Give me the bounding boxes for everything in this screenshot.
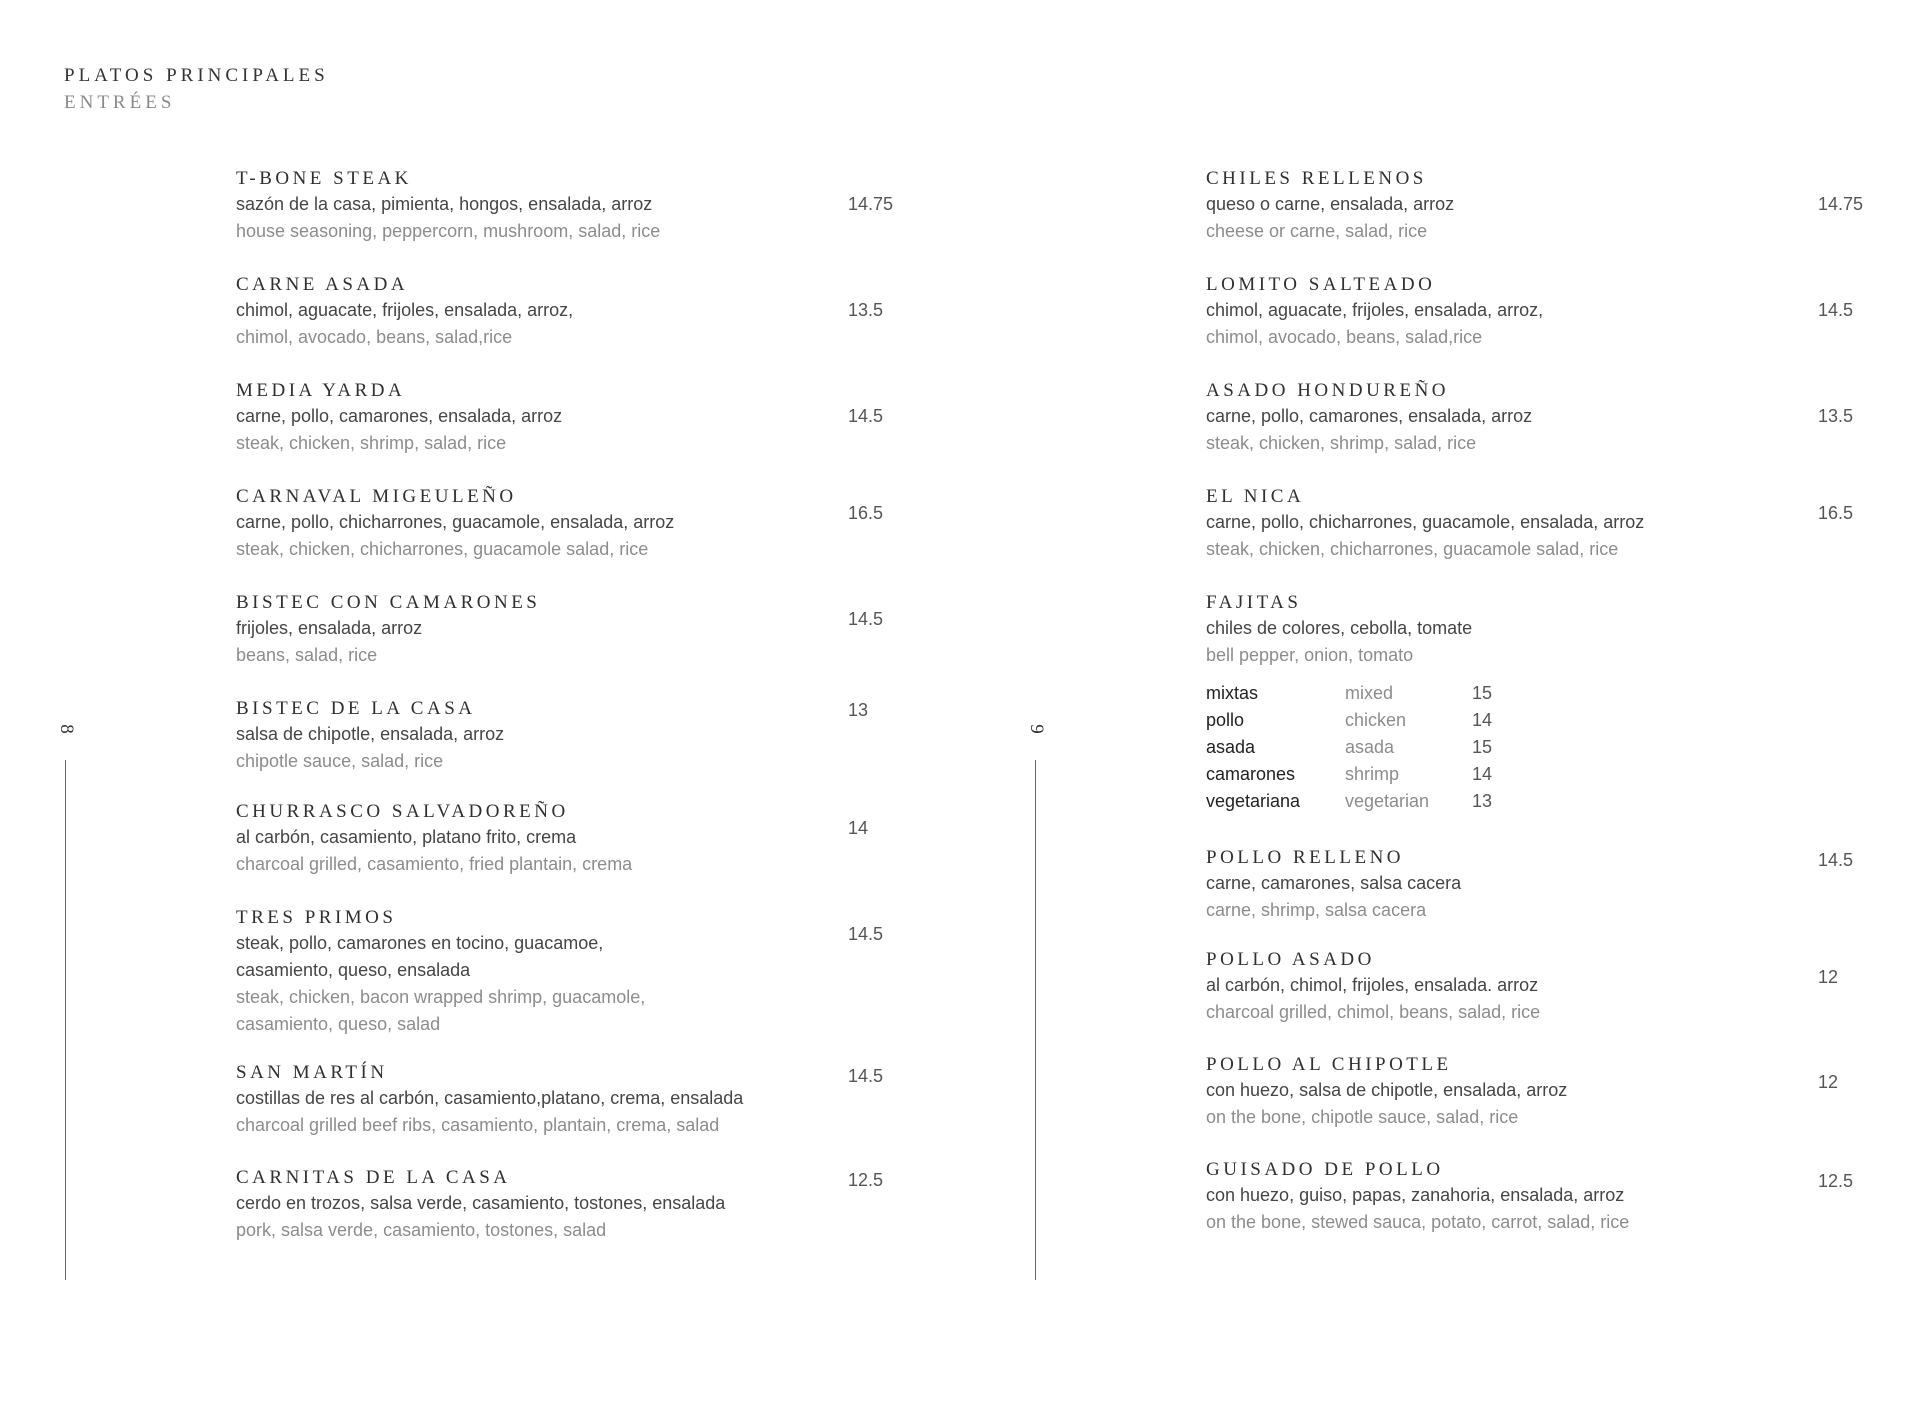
menu-item [1206, 846, 1461, 924]
menu-item [236, 1166, 725, 1244]
fajitas-option-row [1206, 734, 1492, 761]
dish-name: CHURRASCO SALVADOREÑO [236, 801, 569, 822]
menu-item [236, 800, 632, 878]
dish-name: CHILES RELLENOS [1206, 168, 1427, 189]
dish-description-es: salsa de chipotle, ensalada, arroz [236, 724, 505, 744]
option-price: 13 [1472, 791, 1493, 811]
dish-name: LOMITO SALTEADO [1206, 274, 1436, 295]
option-name-es: pollo [1206, 710, 1245, 730]
menu-item [236, 379, 562, 457]
dish-description-es: al carbón, casamiento, platano frito, crema [236, 827, 577, 847]
option-name-en: shrimp [1345, 764, 1400, 784]
option-price: 14 [1472, 710, 1493, 730]
dish-description-es: sazón de la casa, pimienta, hongos, ensalada, arroz [236, 194, 653, 214]
dish-price: 14.75 [848, 194, 894, 214]
right-vertical-rule [1035, 760, 1036, 1280]
option-price: 15 [1472, 737, 1493, 757]
option-name-en: mixed [1345, 683, 1394, 703]
dish-description-en: steak, chicken, chicharrones, guacamole salad, rice [236, 539, 649, 559]
dish-description-es-line2: casamiento, queso, ensalada [236, 960, 471, 980]
dish-name: POLLO RELLENO [1206, 847, 1405, 868]
dish-name: SAN MARTÍN [236, 1062, 388, 1083]
menu-item [1206, 1158, 1629, 1236]
page-number-right: 9 [1026, 724, 1047, 734]
fajitas-option-row [1206, 680, 1492, 707]
dish-description-es: carne, pollo, camarones, ensalada, arroz [236, 406, 563, 426]
dish-description-es: con huezo, salsa de chipotle, ensalada, arroz [1206, 1080, 1568, 1100]
fajitas-options-table [1206, 680, 1492, 815]
dish-name: ASADO HONDUREÑO [1206, 380, 1450, 401]
dish-name: TRES PRIMOS [236, 907, 397, 928]
option-price: 14 [1472, 764, 1493, 784]
dish-price: 12.5 [1818, 1171, 1854, 1191]
dish-name: POLLO ASADO [1206, 949, 1375, 970]
option-name-es: asada [1206, 737, 1256, 757]
dish-description-en: chipotle sauce, salad, rice [236, 751, 444, 771]
dish-price: 13.5 [848, 300, 884, 320]
dish-price: 14.75 [1818, 194, 1864, 214]
section-title-es: PLATOS PRINCIPALES [64, 65, 329, 86]
dish-name: CARNE ASADA [236, 274, 409, 295]
page-number-left: 8 [56, 724, 77, 734]
dish-description-en: chimol, avocado, beans, salad,rice [1206, 327, 1483, 347]
dish-description-en: beans, salad, rice [236, 645, 378, 665]
left-vertical-rule [65, 760, 66, 1280]
dish-price: 14.5 [848, 406, 884, 426]
menu-item [1206, 379, 1532, 457]
section-title-en: ENTRÉES [64, 92, 176, 113]
dish-name: BISTEC DE LA CASA [236, 698, 476, 719]
dish-description-en: on the bone, chipotle sauce, salad, rice [1206, 1107, 1519, 1127]
dish-description-es: al carbón, chimol, frijoles, ensalada. arroz [1206, 975, 1539, 995]
dish-price: 14.5 [1818, 300, 1854, 320]
section-heading [64, 62, 329, 116]
dish-description-es: carne, pollo, chicharrones, guacamole, ensalada, arroz [1206, 512, 1645, 532]
dish-description-es: chimol, aguacate, frijoles, ensalada, arroz, [236, 300, 574, 320]
dish-description-es: queso o carne, ensalada, arroz [1206, 194, 1455, 214]
dish-description-es: chimol, aguacate, frijoles, ensalada, arroz, [1206, 300, 1544, 320]
dish-price: 12 [1818, 1072, 1839, 1092]
menu-item [1206, 948, 1540, 1026]
dish-price: 14.5 [848, 609, 884, 629]
dish-description-es: frijoles, ensalada, arroz [236, 618, 423, 638]
dish-price: 12.5 [848, 1170, 884, 1190]
option-price: 15 [1472, 683, 1493, 703]
dish-price: 14.5 [848, 1066, 884, 1086]
fajitas-option-row [1206, 788, 1492, 815]
dish-name: FAJITAS [1206, 592, 1302, 613]
dish-description-es: carne, pollo, chicharrones, guacamole, ensalada, arroz [236, 512, 675, 532]
menu-item [236, 591, 540, 669]
dish-description-en: charcoal grilled, casamiento, fried plantain, crema [236, 854, 633, 874]
dish-description-en: pork, salsa verde, casamiento, tostones, salad [236, 1220, 607, 1240]
menu-item [236, 1061, 743, 1139]
dish-description-es: carne, camarones, salsa cacera [1206, 873, 1462, 893]
menu-item [236, 273, 573, 351]
dish-description-es: cerdo en trozos, salsa verde, casamiento, tostones, ensalada [236, 1193, 726, 1213]
option-name-en: chicken [1345, 710, 1407, 730]
dish-description-es: steak, pollo, camarones en tocino, guacamoe, [236, 933, 604, 953]
menu-item [1206, 273, 1543, 351]
dish-name: T-BONE STEAK [236, 168, 412, 189]
dish-description-en-line2: casamiento, queso, salad [236, 1014, 441, 1034]
dish-description-en: steak, chicken, shrimp, salad, rice [1206, 433, 1477, 453]
fajitas-option-row [1206, 707, 1492, 734]
option-name-es: vegetariana [1206, 791, 1301, 811]
menu-item [1206, 167, 1454, 245]
dish-price: 14 [848, 818, 869, 838]
menu-item [1206, 1053, 1567, 1131]
menu-item [236, 697, 504, 775]
dish-description-en: chimol, avocado, beans, salad,rice [236, 327, 513, 347]
dish-name: EL NICA [1206, 486, 1305, 507]
option-name-en: asada [1345, 737, 1395, 757]
option-name-en: vegetarian [1345, 791, 1430, 811]
dish-name: MEDIA YARDA [236, 380, 406, 401]
dish-description-en: steak, chicken, shrimp, salad, rice [236, 433, 507, 453]
fajitas-option-row [1206, 761, 1492, 788]
dish-description-en: house seasoning, peppercorn, mushroom, salad, rice [236, 221, 661, 241]
dish-description-en: on the bone, stewed sauca, potato, carrot, salad, rice [1206, 1212, 1630, 1232]
menu-item [236, 485, 674, 563]
dish-description-es: chiles de colores, cebolla, tomate [1206, 618, 1473, 638]
dish-name: BISTEC CON CAMARONES [236, 592, 541, 613]
dish-name: CARNITAS DE LA CASA [236, 1167, 511, 1188]
dish-description-en: bell pepper, onion, tomato [1206, 645, 1414, 665]
dish-description-es: carne, pollo, camarones, ensalada, arroz [1206, 406, 1533, 426]
dish-price: 16.5 [1818, 503, 1854, 523]
dish-name: CARNAVAL MIGEULEÑO [236, 486, 517, 507]
dish-description-en: charcoal grilled, chimol, beans, salad, rice [1206, 1002, 1541, 1022]
menu-item [1206, 485, 1644, 563]
dish-description-es: con huezo, guiso, papas, zanahoria, ensalada, arroz [1206, 1185, 1625, 1205]
dish-description-en: steak, chicken, bacon wrapped shrimp, guacamole, [236, 987, 646, 1007]
dish-description-es: costillas de res al carbón, casamiento,platano, crema, ensalada [236, 1088, 744, 1108]
dish-price: 13 [848, 700, 869, 720]
dish-price: 14.5 [1818, 850, 1854, 870]
dish-description-en: carne, shrimp, salsa cacera [1206, 900, 1427, 920]
menu-item-fajitas [1206, 591, 1472, 669]
dish-name: GUISADO DE POLLO [1206, 1159, 1444, 1180]
dish-price: 12 [1818, 967, 1839, 987]
menu-item [236, 167, 660, 245]
dish-description-en: cheese or carne, salad, rice [1206, 221, 1428, 241]
dish-name: POLLO AL CHIPOTLE [1206, 1054, 1452, 1075]
menu-item [236, 906, 645, 1038]
dish-price: 13.5 [1818, 406, 1854, 426]
dish-description-en: steak, chicken, chicharrones, guacamole salad, rice [1206, 539, 1619, 559]
dish-price: 14.5 [848, 924, 884, 944]
option-name-es: mixtas [1206, 683, 1259, 703]
dish-price: 16.5 [848, 503, 884, 523]
option-name-es: camarones [1206, 764, 1296, 784]
dish-description-en: charcoal grilled beef ribs, casamiento, plantain, crema, salad [236, 1115, 720, 1135]
